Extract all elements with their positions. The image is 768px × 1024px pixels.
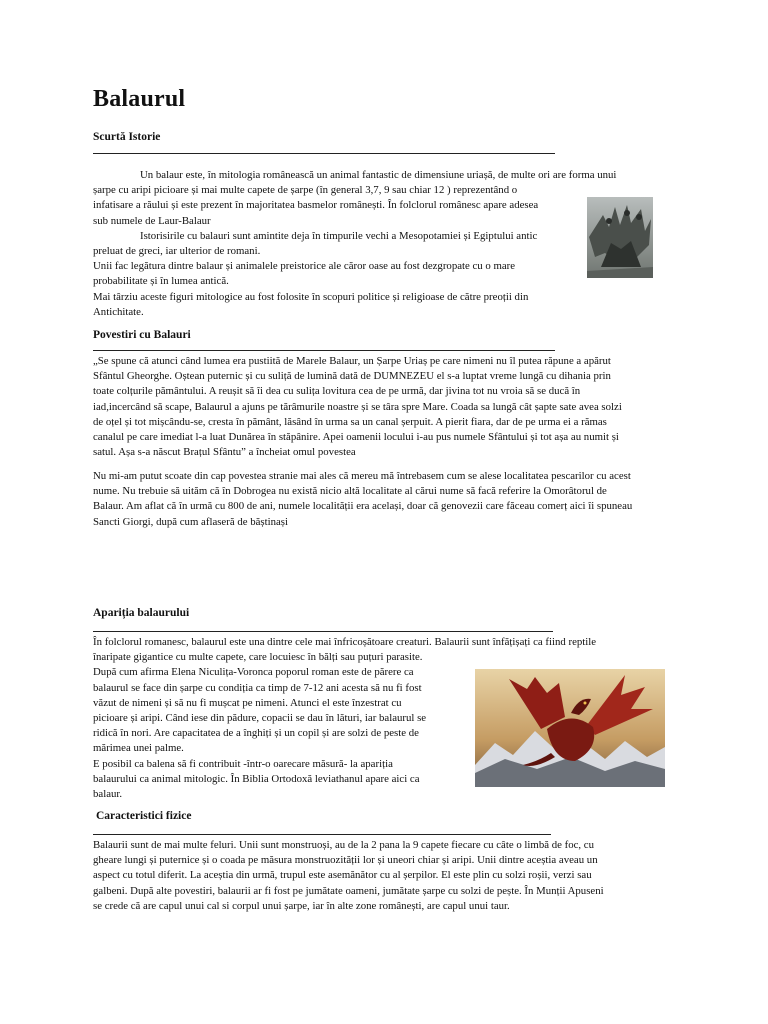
text-line: Sancti Giorgi, după cum aflaseră de băștinași — [93, 515, 288, 528]
section-divider — [93, 153, 555, 154]
text-line: nume. Nu trebuie să uităm că în Dobrogea nu există nicio altă localitate al cărui nume să facă referire la Omorâtorul de — [93, 485, 607, 498]
text-line: Istorisirile cu balauri sunt amintite deja în timpurile vechi a Mesopotamiei și Egiptului antic — [140, 229, 538, 242]
text-line: balaurul se face din șarpe cu condiția ca timp de 7-12 ani acesta să nu fi fost — [93, 681, 422, 694]
text-line: de oțel și tot mișcându-se, cresta în pământ, lăsând în urma sa un canal șerpuit. A pierit fiara, dar de pe urma ei a rămas — [93, 415, 607, 428]
section-heading-physical: Caracteristici fizice — [96, 810, 192, 822]
section-divider — [93, 350, 555, 351]
text-line: mărimea unei palme. — [93, 742, 184, 755]
section-heading-stories: Povestiri cu Balauri — [93, 329, 191, 341]
hydra-dragon-image — [587, 197, 653, 278]
text-line: probabilitate și în lumea antică. — [93, 275, 229, 288]
text-line: înaripate gigantice cu multe capete, care locuiesc în bălți sau puțuri parasite. — [93, 651, 423, 664]
text-line: balaurului ca animal mitologic. În Biblia Ortodoxă leviathanul apare aici ca — [93, 772, 420, 785]
section-divider — [93, 834, 551, 835]
text-line: balaur. — [93, 788, 123, 801]
text-line: aspect cu totul diferit. La aceștia din urmă, trupul este asemănător cu al șerpilor. El este plin cu solzi roșii, verzi sau — [93, 869, 592, 882]
text-line: Nu mi-am putut scoate din cap povestea stranie mai ales că mereu mă întrebasem cum se alese localitatea pescarilor cu acest — [93, 470, 631, 482]
text-line: galbeni. După alte povestiri, balaurii ar fi fost pe jumătate oameni, jumătate șarpe cu solzi de pește. În Munții Apuseni — [93, 884, 604, 897]
text-line: sub numele de Laur-Balaur — [93, 214, 211, 227]
text-line: După cum afirma Elena Niculița-Voronca poporul roman este de părere ca — [93, 666, 414, 679]
text-line: gheare lungi și puternice și o coada pe măsura monstruozității lor și uneori chiar și aripi. Unii dintre aceștia aveau un — [93, 854, 598, 867]
text-line: Un balaur este, în mitologia românească un animal fantastic de dimensiune uriașă, de multe ori are forma unui — [140, 169, 617, 181]
section-heading-appearance: Apariția balaurului — [93, 607, 190, 619]
section-divider — [93, 631, 553, 632]
text-line: Balaurii sunt de mai multe feluri. Unii sunt monstruoși, au de la 2 pana la 9 capete fiecare cu câte o limbă de foc, cu — [93, 839, 594, 851]
text-line: Antichitate. — [93, 305, 144, 318]
text-line: În folclorul romanesc, balaurul este una dintre cele mai înfricoșătoare creaturi. Balaurii sunt înfățișați ca fiind reptile — [93, 636, 597, 648]
physical-paragraph — [93, 838, 604, 914]
text-line: canalul pe care imediat l-a luat Dunărea în stăpânire. Apei oamenii locului i-au pus numele Sfântului și tot așa au numit și — [93, 431, 619, 444]
text-line: infatisare a răului și este prezent în majoritatea basmelor românești. În folclorul românesc apare adesea — [93, 199, 539, 212]
text-line: șarpe cu aripi picioare și mai multe capete de șarpe (în general 3,7, 9 sau chiar 12 ) reprezentând o — [93, 184, 518, 197]
section-heading-history: Scurtă Istorie — [93, 131, 161, 143]
text-line: E posibil ca balena să fi contribuit -într-o oarecare măsură- la apariția — [93, 757, 393, 770]
text-line: toate colțurile pământului. A reușit să îi dea cu sulița lovitura cea de pe urmă, dar jivina tot nu vroia să se ducă în — [93, 385, 581, 398]
stories-paragraph-2 — [93, 469, 632, 530]
stories-paragraph — [93, 354, 622, 460]
text-line: Unii fac legătura dintre balaur și animalele preistorice ale căror oase au fost dezgropate cu o mare — [93, 260, 516, 273]
history-paragraph — [93, 168, 616, 320]
page-title: Balaurul — [93, 86, 186, 112]
text-line: preluat de greci, iar ulterior de romani. — [93, 245, 261, 258]
text-line: se crede că are capul unui cal si corpul unui șarpe, iar în alte zone românești, are capul unui taur. — [93, 899, 510, 912]
text-line: Mai târziu aceste figuri mitologice au fost folosite în scopuri politice și religioase de către preoții din — [93, 290, 529, 303]
text-line: picioare și aripi. Când iese din pădure, copacii se dau în lături, iar balaurul se — [93, 712, 427, 725]
text-line: iad,incercând să scape, Balaurul a ajuns pe tărâmurile noastre și se târa spre Mare. Coada sa lungă cât șapte sate avea solzi — [93, 400, 622, 413]
text-line: Sfântul Gheorghe. Oștean puternic și cu suliță de lumină dată de DUMNEZEU el s-a luptat vreme lungă cu dihania prin — [93, 370, 611, 383]
text-line: Balaur. Am aflat că în urmă cu 800 de ani, numele localității era același, doar că genovezii care făceau comerț aici îi spuneau — [93, 500, 633, 513]
text-line: ridică în nori. Are capacitatea de a înghiți și un copil și are solzi de peste de — [93, 727, 419, 740]
text-line: satul. Așa s-a născut Brațul Sfântu” a încheiat omul povestea — [93, 446, 356, 459]
text-line: văzut de nimeni și să nu fi mușcat pe nimeni. Atunci el este înzestrat cu — [93, 696, 402, 709]
red-dragon-image — [475, 669, 665, 787]
text-line: „Se spune că atunci când lumea era pustiită de Marele Balaur, un Șarpe Uriaș pe care nimeni nu îl putea răpune a apărut — [93, 355, 611, 367]
